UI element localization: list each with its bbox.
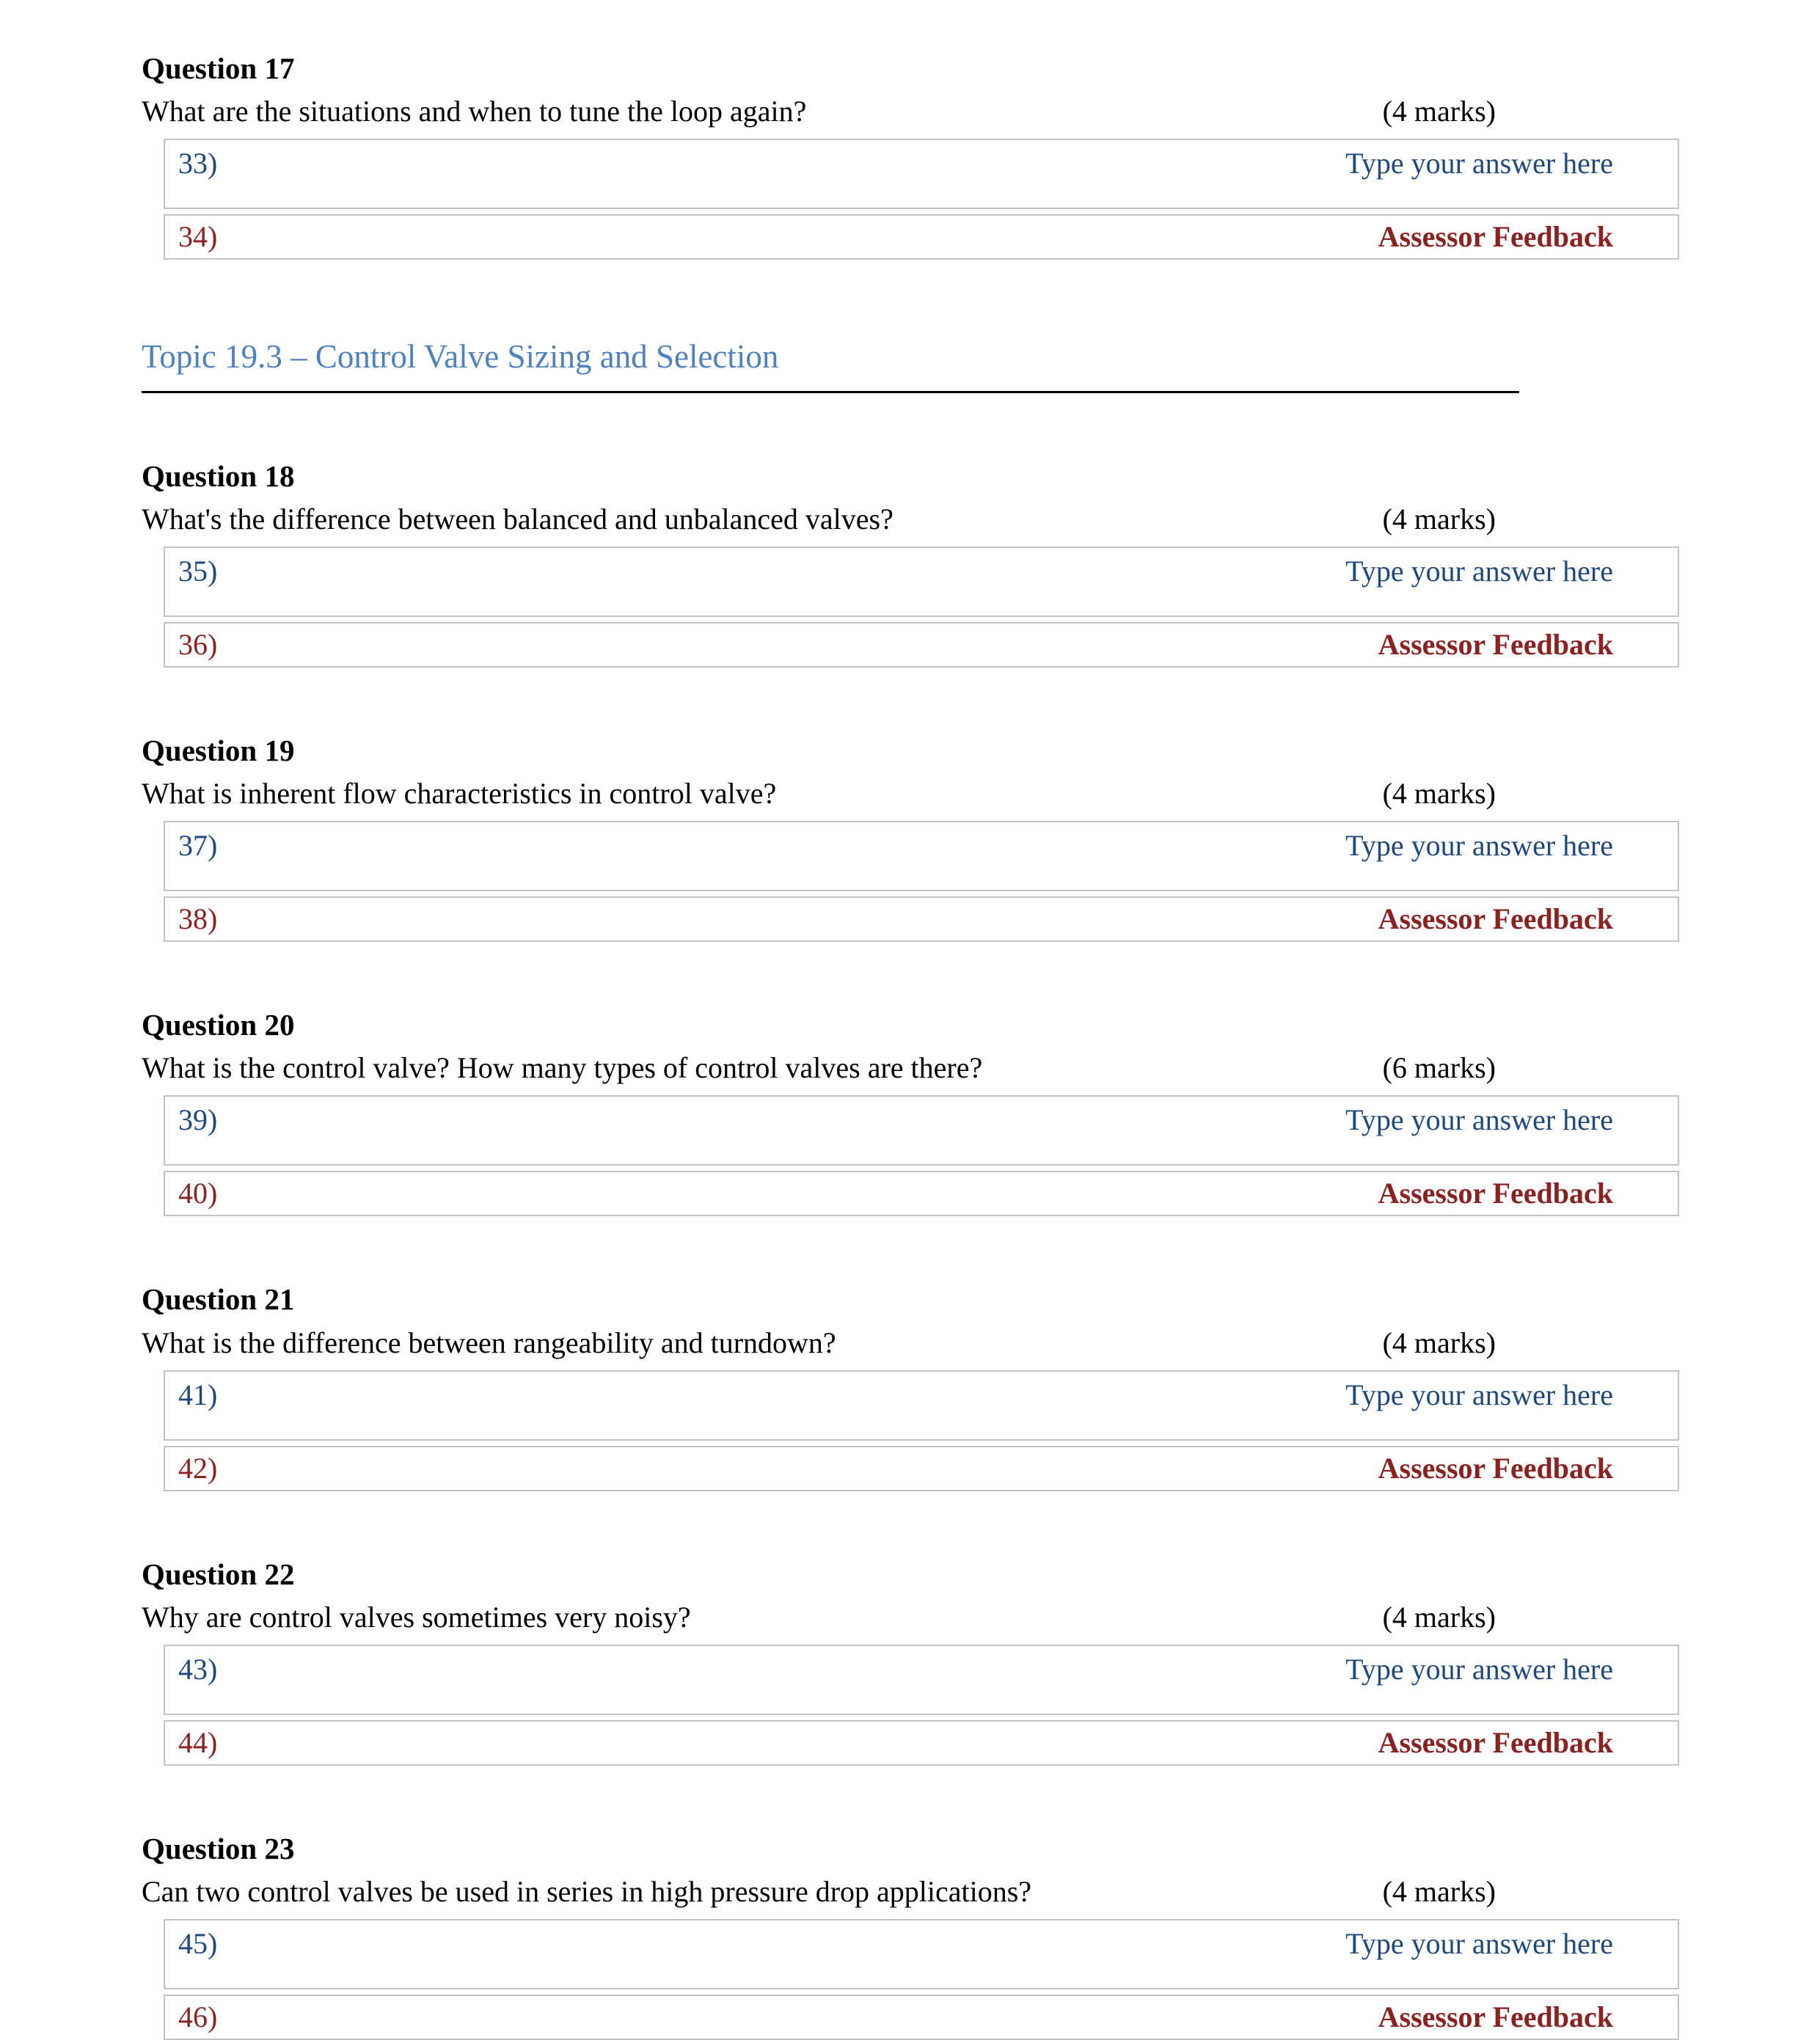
feedback-row (164, 896, 1679, 942)
feedback-label: Assessor Feedback (1378, 902, 1613, 935)
question-title: Question 17 (142, 51, 295, 85)
question-marks: (6 marks) (1382, 1051, 1496, 1085)
feedback-number: 34) (178, 220, 218, 254)
question-marks: (4 marks) (1382, 502, 1496, 535)
answer-table (164, 1919, 1679, 2040)
answer-input-area[interactable]: Type your answer here (1345, 1378, 1613, 1411)
answer-row (164, 139, 1679, 209)
question-block-20 (142, 1006, 1820, 1216)
answer-table (164, 1370, 1679, 1491)
question-title: Question 18 (142, 458, 295, 493)
question-block-22 (142, 1556, 1820, 1766)
question-block-21 (142, 1281, 1820, 1491)
feedback-row (164, 1171, 1679, 1216)
answer-row (164, 1645, 1679, 1715)
feedback-row (164, 1446, 1679, 1491)
answer-row (164, 1370, 1679, 1441)
answer-table (164, 1095, 1679, 1216)
answer-number: 33) (178, 147, 218, 180)
question-text: What is the difference between rangeability and turndown? (142, 1326, 836, 1359)
answer-table (164, 821, 1679, 942)
feedback-number: 36) (178, 627, 218, 661)
question-text: What is the control valve? How many types of control valves are there? (142, 1051, 983, 1085)
question-text: Can two control valves be used in series in high pressure drop applications? (142, 1875, 1032, 1908)
answer-number: 37) (178, 829, 218, 862)
feedback-number: 38) (178, 902, 218, 935)
feedback-row (164, 622, 1679, 668)
question-marks: (4 marks) (1382, 95, 1496, 128)
feedback-label: Assessor Feedback (1378, 2000, 1613, 2033)
question-marks: (4 marks) (1382, 1875, 1496, 1908)
answer-number: 35) (178, 554, 218, 588)
feedback-label: Assessor Feedback (1378, 1725, 1613, 1759)
feedback-row (164, 214, 1679, 260)
question-line (142, 1599, 1496, 1636)
question-line (142, 1325, 1496, 1361)
feedback-number: 40) (178, 1177, 218, 1210)
question-block-19 (142, 732, 1820, 942)
answer-number: 43) (178, 1652, 218, 1686)
question-text: What is inherent flow characteristics in control valve? (142, 777, 777, 810)
question-marks: (4 marks) (1382, 777, 1496, 810)
question-text: Why are control valves sometimes very noisy? (142, 1600, 691, 1634)
question-block-23 (142, 1830, 1820, 2040)
topic-heading: Topic 19.3 – Control Valve Sizing and Selection (142, 338, 779, 376)
question-title: Question 22 (142, 1557, 295, 1591)
answer-input-area[interactable]: Type your answer here (1345, 147, 1613, 180)
question-title: Question 19 (142, 733, 295, 767)
feedback-row (164, 1995, 1679, 2040)
feedback-row (164, 1720, 1679, 1766)
feedback-number: 46) (178, 2000, 218, 2033)
answer-table (164, 546, 1679, 668)
topic-underline (142, 391, 1519, 393)
question-marks: (4 marks) (1382, 1600, 1496, 1634)
question-title: Question 23 (142, 1831, 295, 1865)
feedback-number: 42) (178, 1451, 218, 1485)
topic-section (142, 336, 1820, 392)
question-line (142, 775, 1496, 812)
question-title: Question 20 (142, 1008, 295, 1042)
answer-input-area[interactable]: Type your answer here (1345, 554, 1613, 588)
answer-input-area[interactable]: Type your answer here (1345, 1652, 1613, 1686)
answer-number: 45) (178, 1927, 218, 1960)
question-text: What's the difference between balanced and unbalanced valves? (142, 502, 893, 535)
question-block-18 (142, 458, 1820, 668)
question-line (142, 1050, 1496, 1086)
question-line (142, 501, 1496, 538)
answer-table (164, 139, 1679, 260)
answer-input-area[interactable]: Type your answer here (1345, 829, 1613, 862)
answer-number: 39) (178, 1103, 218, 1137)
feedback-number: 44) (178, 1725, 218, 1759)
feedback-label: Assessor Feedback (1378, 1177, 1613, 1210)
answer-table (164, 1645, 1679, 1766)
answer-row (164, 546, 1679, 617)
feedback-label: Assessor Feedback (1378, 220, 1613, 254)
answer-input-area[interactable]: Type your answer here (1345, 1103, 1613, 1137)
answer-number: 41) (178, 1378, 218, 1411)
question-text: What are the situations and when to tune the loop again? (142, 95, 807, 128)
question-line (142, 93, 1496, 130)
answer-row (164, 821, 1679, 891)
question-title: Question 21 (142, 1282, 295, 1317)
answer-input-area[interactable]: Type your answer here (1345, 1927, 1613, 1960)
feedback-label: Assessor Feedback (1378, 627, 1613, 661)
feedback-label: Assessor Feedback (1378, 1451, 1613, 1485)
question-block-17 (142, 50, 1820, 260)
answer-row (164, 1919, 1679, 1989)
answer-row (164, 1095, 1679, 1166)
question-marks: (4 marks) (1382, 1326, 1496, 1359)
question-line (142, 1873, 1496, 1910)
